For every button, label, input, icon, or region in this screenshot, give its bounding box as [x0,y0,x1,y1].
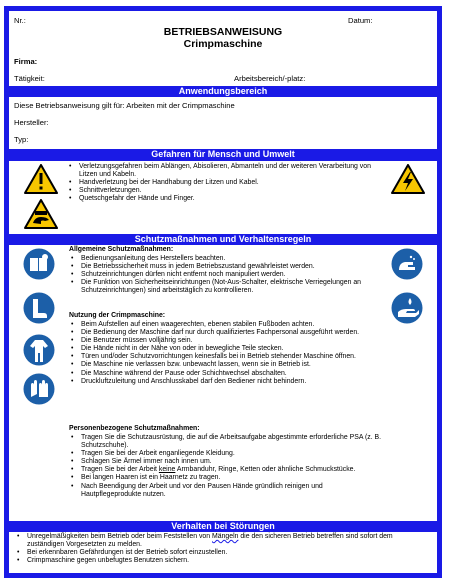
list-item: • Nach Beendigung der Arbeit und vor den Pausen Hände gründlich reinigen und Hautpflegeprodukte nutzen. [69,483,384,499]
hand-care-icon [391,292,423,324]
list-item: • Die Hände nicht in der Nähe von oder in bewegliche Teile stecken. [69,345,384,353]
page-subtitle: Crimpmaschine [183,38,263,50]
hand-wash-icon [391,248,423,280]
malfunction-list [15,533,429,565]
warning-hand-crush-icon [24,199,58,229]
list-item: • Handverletzung bei der Handhabung der Litzen und Kabel. [67,179,387,187]
list-item: • Verletzungsgefahren beim Ablängen, Abisolieren, Abmanteln und der weiteren Verarbeitung von Litzen und Kabeln. [67,163,387,179]
emphasis-keine: keine [158,466,176,474]
hersteller-label: Hersteller: [14,118,49,127]
arbeitsbereich-label: Arbeitsbereich/-platz: [234,74,306,83]
read-manual-icon [23,248,55,280]
general-measures-list [69,255,384,295]
list-item: • Die Bedienung der Maschine darf nur durch qualifiziertes Fachpersonal ausgeführt werden. [69,329,384,337]
section-heading-schutzmassnahmen: Schutzmaßnahmen und Verhaltensregeln [9,234,437,245]
list-item: • Schnittverletzungen. [67,187,387,195]
page-title: BETRIEBSANWEISUNG [163,26,283,38]
allgemein-heading: Allgemeine Schutzmaßnahmen: [69,246,174,253]
safety-boots-icon [23,292,55,324]
list-item: • Die Funktion von Sicherheitseinrichtungen (Not-Aus-Schalter, elektrische Verriegelungen an Schutzeinrichtungen) sind arbeitstäglich zu kontrollieren. [69,279,384,295]
list-item: • Quetschgefahr der Hände und Finger. [67,195,387,203]
list-item: • Tragen Sie bei der Arbeit enganliegende Kleidung. [69,450,384,458]
list-item: • Die Benutzer müssen volljährig sein. [69,337,384,345]
list-item: • Bei erkennbaren Gefährdungen ist der Betrieb sofort einzustellen. [15,549,429,557]
list-item: • Die Maschine nie verlassen bzw. unbewacht lassen, wenn sie in Betrieb ist. [69,361,384,369]
list-item: • Tragen Sie bei der Arbeit keine Armbanduhr, Ringe, Ketten oder ähnliche Schmuckstücke. [69,466,384,474]
hazard-list [67,163,387,203]
list-item: • Die Betriebssicherheit muss in jedem Betriebszustand gewährleistet werden. [69,263,384,271]
usage-rules-list [69,321,384,386]
list-item: • Beim Aufstellen auf einen waagerechten, ebenen stabilen Fußboden achten. [69,321,384,329]
datum-label: Datum: [348,16,373,25]
firma-label: Firma: [14,57,38,66]
nr-label: Nr.: [14,16,26,25]
typ-label: Typ: [14,135,29,144]
personal-measures-list [69,434,384,499]
list-item: • Schlagen Sie Ärmel immer nach innen um. [69,458,384,466]
word-maengeln: Mängeln [212,533,239,540]
protective-clothing-icon [23,334,55,366]
warning-general-icon [24,164,58,194]
list-item: • Tragen Sie die Schutzausrüstung, die auf die Arbeitsaufgabe abgestimmte erforderliche PSA (z. B. Schutzschuhe). [69,434,384,450]
person-heading: Personenbezogene Schutzmaßnahmen: [69,425,200,432]
nutzung-heading: Nutzung der Crimpmaschine: [69,312,166,319]
list-item: • Bei langen Haaren ist ein Haarnetz zu tragen. [69,474,384,482]
warning-electricity-icon [391,164,425,194]
taetigkeit-label: Tätigkeit: [14,74,45,83]
list-item: • Druckluftzuleitung und Anschlusskabel darf den Bediener nicht behindern. [69,378,384,386]
list-item: • Bedienungsanleitung des Herstellers beachten. [69,255,384,263]
list-item: • Die Maschine während der Pause oder Schichtwechsel abschalten. [69,370,384,378]
operating-instruction-sheet [4,6,442,578]
section-heading-stoerungen: Verhalten bei Störungen [9,521,437,532]
section-heading-anwendungsbereich: Anwendungsbereich [9,86,437,97]
list-item: • Crimpmaschine gegen unbefugtes Benutzen sichern. [15,557,429,565]
list-item: • Schutzeinrichtungen dürfen nicht entfernt noch manipuliert werden. [69,271,384,279]
gloves-icon [23,373,55,405]
list-item: • Unregelmäßigkeiten beim Betrieb oder beim Feststellen von Mängeln die den sicheren Betrieb betreffen sind sofort dem zuständigen Vorgesetzten zu melden. [15,533,429,549]
scope-text: Diese Betriebsanweisung gilt für: Arbeiten mit der Crimpmaschine [14,101,235,110]
section-heading-gefahren: Gefahren für Mensch und Umwelt [9,149,437,160]
list-item: • Türen und/oder Schutzvorrichtungen keinesfalls bei in Betrieb stehender Maschine öffnen. [69,353,384,361]
